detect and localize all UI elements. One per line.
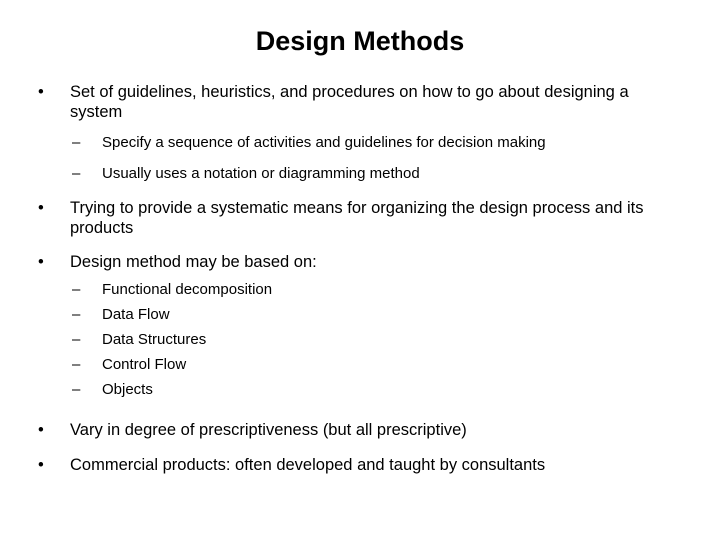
sub-marker: –: [72, 306, 81, 323]
sub-text: Data Flow: [102, 306, 170, 323]
sub-marker: –: [72, 134, 81, 151]
sub-text: Functional decomposition: [102, 281, 273, 298]
sub-marker: –: [72, 356, 81, 373]
bullet-marker: •: [38, 199, 44, 217]
bullet-item: [0, 420, 720, 440]
sub-text: Usually uses a notation or diagramming method: [102, 165, 420, 182]
bullet-marker: •: [38, 83, 44, 101]
sub-item: [0, 377, 720, 402]
sub-item: [0, 161, 720, 186]
sub-item: [0, 130, 720, 155]
sub-text: Objects: [102, 381, 153, 398]
sub-text: Specify a sequence of activities and guidelines for decision making: [102, 134, 546, 151]
bullet-marker: •: [38, 456, 44, 474]
sub-list: [0, 277, 720, 402]
bullet-item: [0, 198, 720, 238]
bullet-marker: •: [38, 421, 44, 439]
sub-text: Data Structures: [102, 331, 207, 348]
slide-title: Design Methods: [255, 26, 465, 56]
bullet-text: Commercial products: often developed and taught by consultants: [70, 456, 546, 474]
bullet-item: [0, 252, 720, 272]
bullet-marker: •: [38, 253, 44, 271]
sub-marker: –: [72, 281, 81, 298]
bullet-item: [0, 82, 720, 122]
sub-item: [0, 352, 720, 377]
slide-content: [0, 80, 720, 475]
sub-text: Control Flow: [102, 356, 187, 373]
sub-item: [0, 327, 720, 352]
bullet-item: [0, 455, 720, 475]
sub-marker: –: [72, 165, 81, 182]
sub-marker: –: [72, 381, 81, 398]
bullet-text: Set of guidelines, heuristics, and procedures on how to go about designing a system: [70, 83, 629, 121]
bullet-text: Trying to provide a systematic means for organizing the design process and its products: [70, 199, 644, 237]
bullet-text: Design method may be based on:: [70, 253, 317, 271]
sub-item: [0, 302, 720, 327]
sub-marker: –: [72, 331, 81, 348]
bullet-text: Vary in degree of prescriptiveness (but all prescriptive): [70, 421, 467, 439]
sub-item: [0, 277, 720, 302]
